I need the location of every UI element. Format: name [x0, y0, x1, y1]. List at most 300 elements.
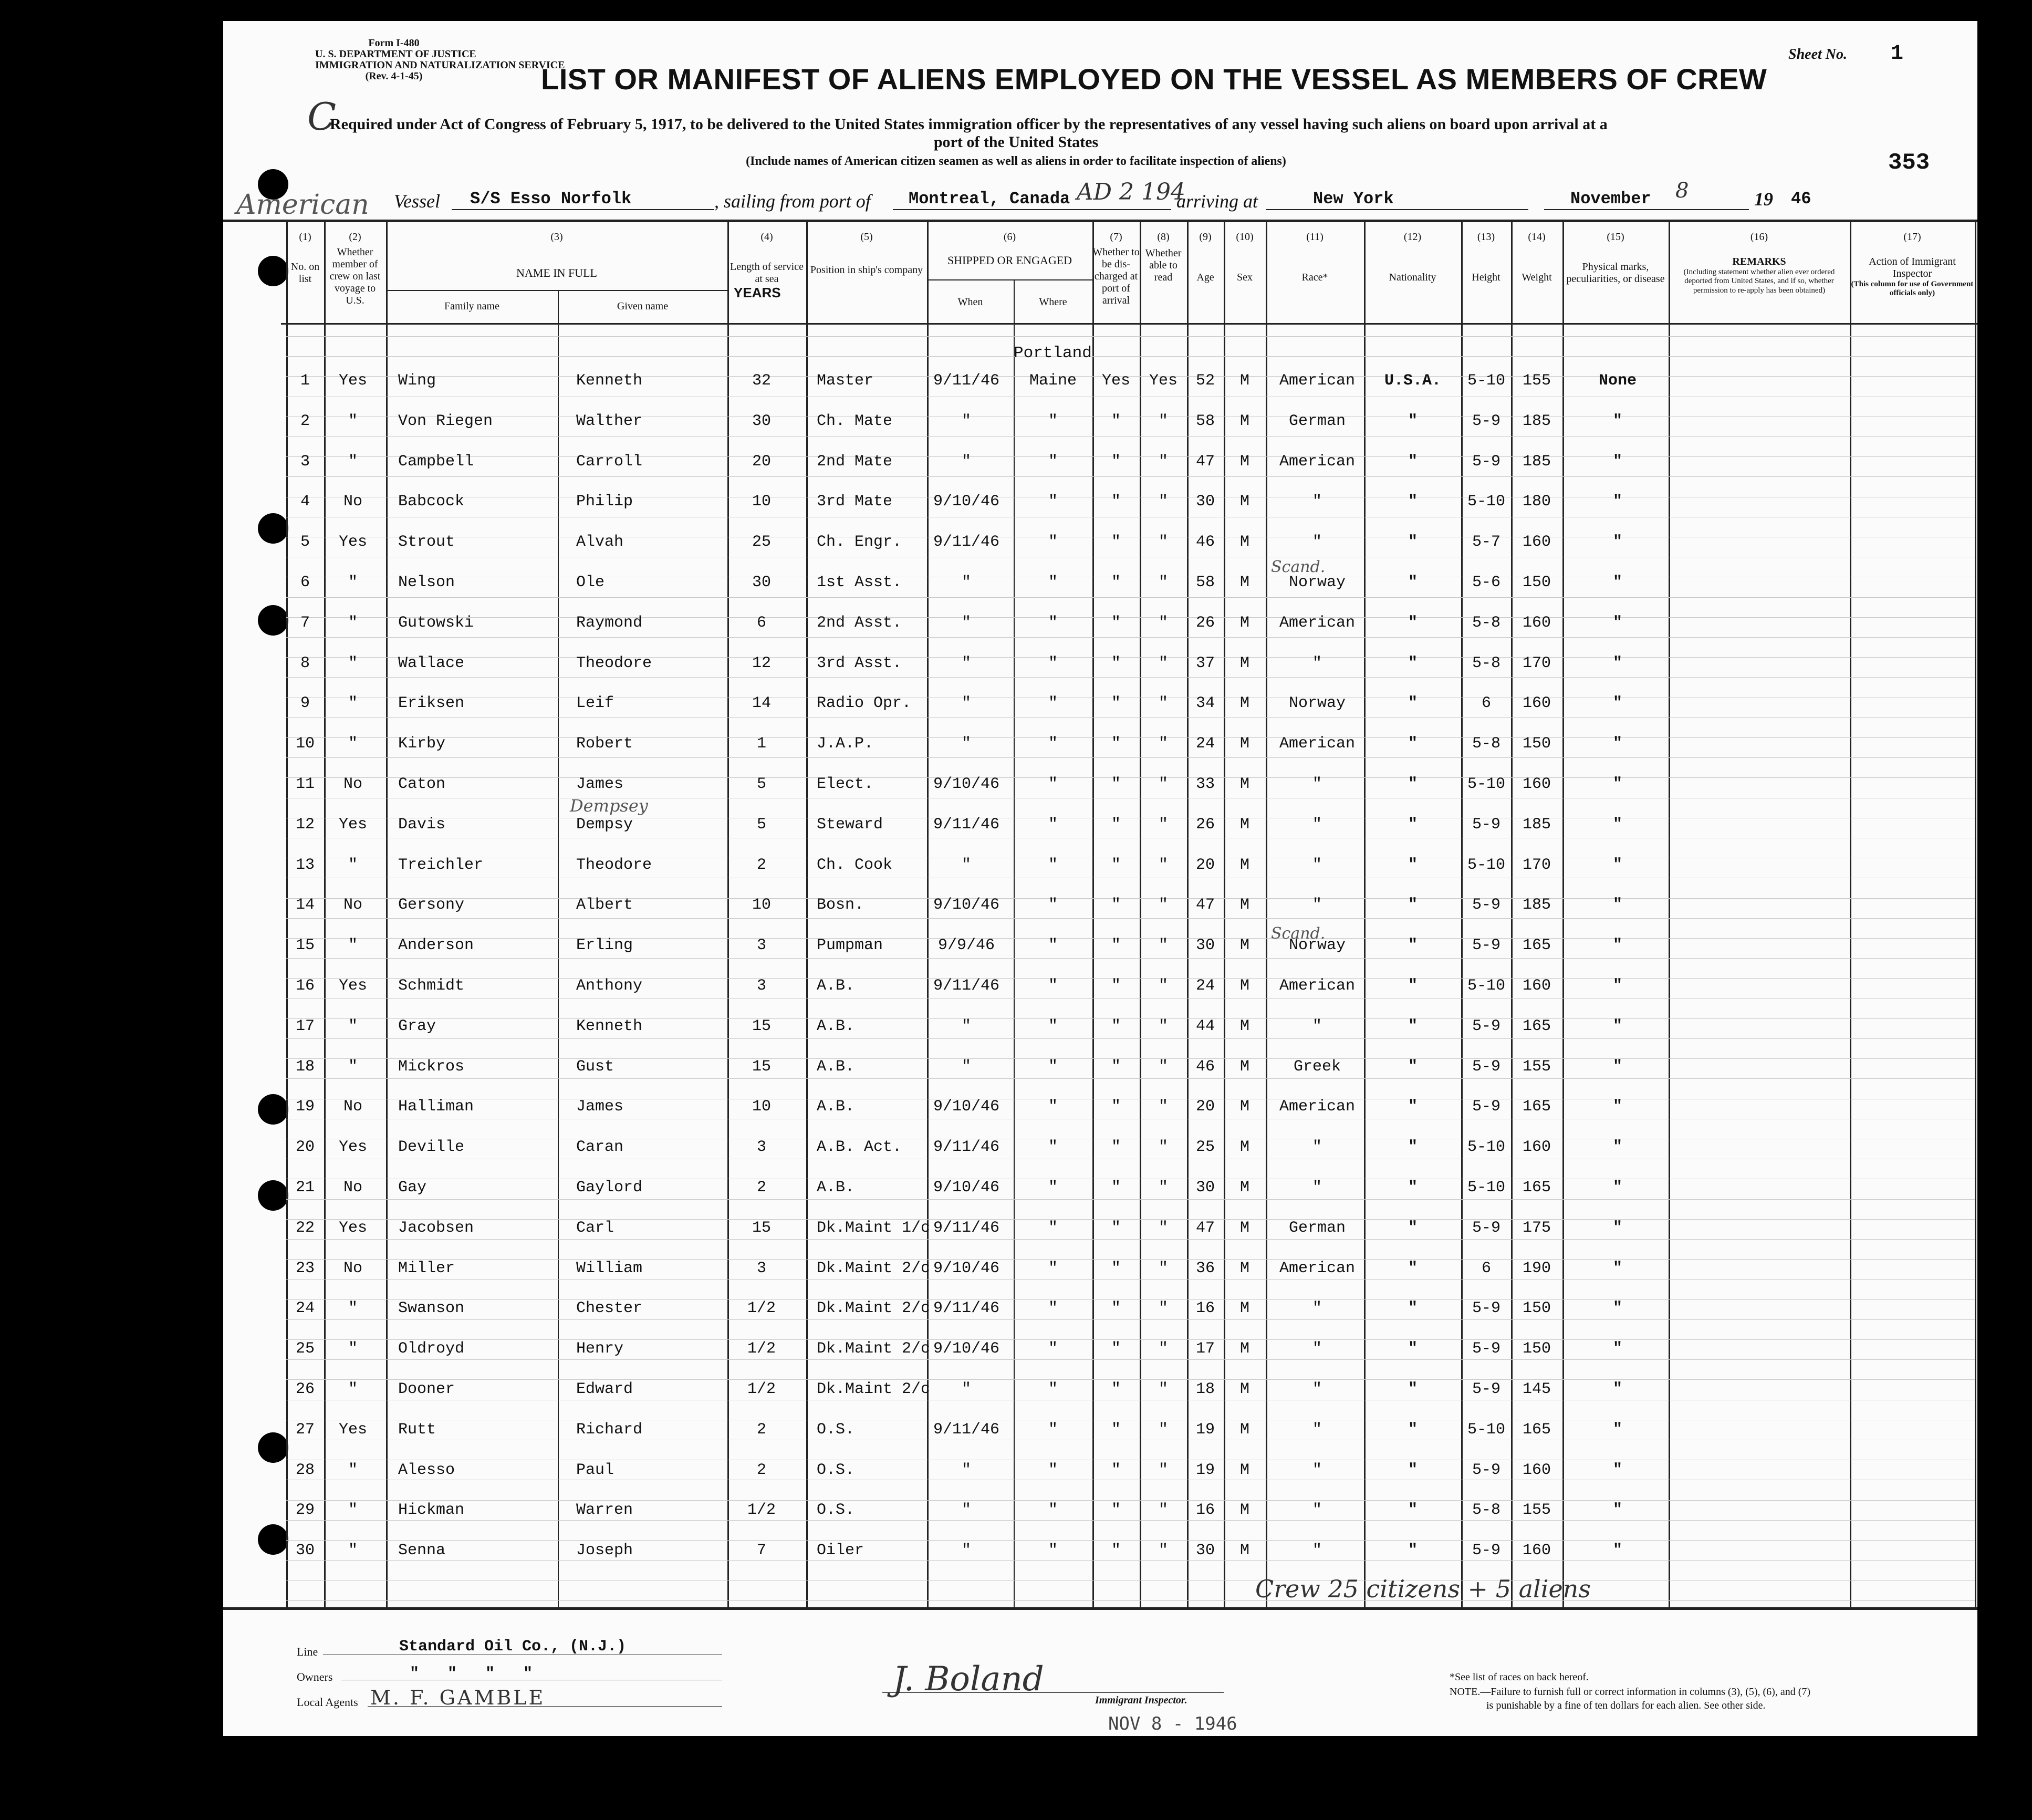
vessel-name: S/S Esso Norfolk [470, 189, 632, 209]
cell-where: " [1048, 1340, 1058, 1358]
cell-no: 12 [295, 816, 315, 834]
cell-height: 5-8 [1472, 1501, 1501, 1519]
cell-given: James [576, 1098, 624, 1116]
cell-weight: 165 [1522, 937, 1551, 954]
cell-given: Chester [576, 1299, 643, 1317]
date-stamp: NOV 8 - 1946 [1108, 1713, 1237, 1734]
cell-where: " [1048, 1098, 1058, 1116]
ruled-line [286, 1299, 1975, 1300]
cell-family: Babcock [398, 493, 465, 511]
ruled-line [286, 637, 1975, 638]
hand-note-port: AD 2 194 [1077, 179, 1186, 205]
cell-years: 10 [752, 1098, 772, 1116]
cell-position: Radio Opr. [817, 694, 912, 712]
cell-family: Campbell [398, 453, 474, 471]
cell-age: 46 [1195, 533, 1215, 551]
cell-when: 9/10/46 [933, 1179, 1000, 1197]
cell-last: " [348, 412, 358, 430]
subtitle-line3: (Include names of American citizen seamen as well as aliens in order to facilitate inspection of aliens) [746, 154, 1286, 168]
cell-sex: M [1239, 372, 1250, 390]
cell-given: Carl [576, 1219, 614, 1237]
cell-years: 10 [752, 493, 772, 511]
cell-no: 4 [300, 493, 310, 511]
cell-last: No [343, 493, 363, 511]
cell-where: " [1048, 816, 1058, 834]
col-divider [1364, 220, 1366, 1607]
cell-when: " [961, 1380, 972, 1398]
cell-read: " [1158, 1260, 1169, 1277]
given-name-header: Given name [617, 300, 669, 312]
scand-annotation: Scand. [1271, 558, 1326, 576]
years-unit: YEARS [734, 285, 781, 300]
cell-height: 6 [1481, 694, 1492, 712]
arrival-day: 8 [1675, 179, 1689, 203]
col-divider [1850, 220, 1851, 1607]
cell-marks: " [1612, 735, 1623, 753]
cell-sex: M [1239, 1179, 1250, 1197]
cell-height: 5-9 [1472, 1542, 1501, 1559]
cell-family: Von Riegen [398, 412, 493, 430]
cell-sex: M [1239, 453, 1250, 471]
department-label: U. S. DEPARTMENT OF JUSTICE [315, 48, 476, 60]
cell-family: Jacobsen [398, 1219, 474, 1237]
cell-no: 16 [295, 977, 315, 995]
cell-age: 26 [1195, 816, 1215, 834]
cell-last: No [343, 1179, 363, 1197]
owners-value: " " " " [410, 1665, 533, 1683]
cell-position: Ch. Engr. [817, 533, 902, 551]
ruled-line [286, 737, 1975, 738]
cell-marks: " [1612, 614, 1623, 632]
cell-height: 5-6 [1472, 574, 1501, 591]
sheet-number: 1 [1891, 42, 1904, 66]
cell-last: " [348, 453, 358, 471]
cell-family: Eriksen [398, 694, 465, 712]
cell-position: O.S. [817, 1461, 855, 1479]
cell-age: 47 [1195, 453, 1215, 471]
header-bottom-border [281, 323, 1977, 325]
cell-when: " [961, 694, 972, 712]
cell-years: 30 [752, 412, 772, 430]
cell-race: " [1312, 1542, 1322, 1559]
col-divider [1092, 220, 1094, 1607]
cell-weight: 160 [1522, 775, 1551, 793]
inspector-signature: J. Boland [893, 1660, 1044, 1699]
cell-marks: " [1612, 1299, 1623, 1317]
punch-hole [258, 256, 288, 286]
cell-years: 7 [756, 1542, 767, 1559]
cell-disch: " [1111, 1219, 1121, 1237]
cell-age: 30 [1195, 1542, 1215, 1559]
cell-race: " [1312, 493, 1322, 511]
cell-disch: " [1111, 493, 1121, 511]
cell-sex: M [1239, 1260, 1250, 1277]
cell-sex: M [1239, 1219, 1250, 1237]
cell-race: " [1312, 775, 1322, 793]
cell-when: " [961, 654, 972, 672]
cell-weight: 160 [1522, 1542, 1551, 1559]
cell-sex: M [1239, 1058, 1250, 1076]
cell-race: Norway [1288, 694, 1346, 712]
cell-where: " [1048, 533, 1058, 551]
sailing-label: , sailing from port of [714, 191, 871, 212]
cell-nat: " [1408, 654, 1418, 672]
name-subheader-rule [386, 290, 727, 291]
col-label: Whether able to read [1145, 247, 1182, 283]
ruled-line [286, 777, 1975, 778]
cell-years: 10 [752, 896, 772, 914]
cell-when: " [961, 735, 972, 753]
cell-age: 46 [1195, 1058, 1215, 1076]
cell-position: Dk.Maint 2/c [817, 1380, 931, 1398]
ruled-line [286, 597, 1975, 598]
cell-height: 5-10 [1467, 372, 1506, 390]
where-portland: Portland [1014, 344, 1092, 362]
cell-race: " [1312, 1340, 1322, 1358]
cell-given: Walther [576, 412, 643, 430]
cell-given: Ole [576, 574, 605, 591]
cell-last: Yes [338, 1219, 368, 1237]
cell-disch: " [1111, 574, 1121, 591]
cell-sex: M [1239, 775, 1250, 793]
cell-family: Anderson [398, 937, 474, 954]
cell-family: Wallace [398, 654, 465, 672]
cell-family: Alesso [398, 1461, 455, 1479]
cell-sex: M [1239, 1138, 1250, 1156]
cell-years: 32 [752, 372, 772, 390]
cell-nat: U.S.A. [1384, 372, 1442, 390]
cell-when: 9/10/46 [933, 1260, 1000, 1277]
line-value: Standard Oil Co., (N.J.) [399, 1638, 627, 1656]
cell-height: 5-8 [1472, 614, 1501, 632]
col-number: (7) [1110, 231, 1122, 243]
punch-hole [258, 1094, 288, 1125]
cell-weight: 150 [1522, 574, 1551, 591]
cell-marks: " [1612, 1501, 1623, 1519]
cell-age: 26 [1195, 614, 1215, 632]
cell-no: 21 [295, 1179, 315, 1197]
cell-given: Leif [576, 694, 614, 712]
cell-no: 14 [295, 896, 315, 914]
cell-disch: " [1111, 1421, 1121, 1439]
cell-age: 16 [1195, 1501, 1215, 1519]
cell-nat: " [1408, 1501, 1418, 1519]
col-sublabel: (Including statement whether alien ever ordered deported from United States, and if so, whether permission to re-apply has been obtained) [1683, 268, 1835, 295]
cell-sex: M [1239, 1501, 1250, 1519]
cell-marks: " [1612, 1380, 1623, 1398]
cell-height: 5-10 [1467, 856, 1506, 874]
ruled-line [286, 938, 1975, 939]
cell-read: Yes [1149, 372, 1178, 390]
cell-where: " [1048, 977, 1058, 995]
cell-years: 2 [756, 1421, 767, 1439]
col14-header [1511, 231, 1562, 284]
crew-summary-note: Crew 25 citizens + 5 aliens [1255, 1575, 1591, 1603]
cell-where: " [1048, 614, 1058, 632]
col13-header [1461, 231, 1511, 284]
cell-where: " [1048, 937, 1058, 954]
cell-marks: " [1612, 574, 1623, 591]
cell-height: 5-9 [1472, 1219, 1501, 1237]
ruled-line [286, 978, 1975, 979]
cell-weight: 185 [1522, 896, 1551, 914]
cell-last: " [348, 1340, 358, 1358]
ruled-line [286, 1038, 1975, 1039]
ruled-line [286, 1359, 1975, 1360]
cell-height: 5-10 [1467, 1138, 1506, 1156]
ruled-line [286, 1540, 1975, 1541]
arrival-month: November [1570, 189, 1651, 209]
cell-nat: " [1408, 1380, 1418, 1398]
cell-nat: " [1408, 816, 1418, 834]
cell-disch: " [1111, 1501, 1121, 1519]
cell-family: Gutowski [398, 614, 474, 632]
cell-position: 3rd Asst. [817, 654, 902, 672]
cell-weight: 155 [1522, 1058, 1551, 1076]
cell-last: " [348, 1299, 358, 1317]
cell-last: " [348, 1380, 358, 1398]
cell-sex: M [1239, 856, 1250, 874]
cell-race: American [1279, 614, 1356, 632]
cell-marks: " [1612, 1017, 1623, 1035]
cell-years: 1/2 [747, 1299, 776, 1317]
cell-read: " [1158, 896, 1169, 914]
cell-when: 9/10/46 [933, 1340, 1000, 1358]
cell-sex: M [1239, 1461, 1250, 1479]
col16-header [1669, 231, 1850, 295]
cell-age: 47 [1195, 896, 1215, 914]
col-label: Race* [1301, 272, 1328, 283]
cell-race: " [1312, 896, 1322, 914]
cell-given: Theodore [576, 856, 652, 874]
cell-last: Yes [338, 372, 368, 390]
cell-last: Yes [338, 977, 368, 995]
vessel-underline [452, 209, 714, 210]
cell-family: Oldroyd [398, 1340, 465, 1358]
cell-age: 30 [1195, 1179, 1215, 1197]
cell-race: " [1312, 1380, 1322, 1398]
cell-when: " [961, 1501, 972, 1519]
cell-height: 5-7 [1472, 533, 1501, 551]
col-label: Position in ship's company [810, 264, 923, 276]
ruled-line [286, 476, 1975, 477]
col3-header [386, 231, 727, 279]
cell-position: A.B. [817, 977, 855, 995]
arriving-label: arriving at [1176, 191, 1258, 212]
ruled-line [286, 717, 1975, 718]
cell-nat: " [1408, 574, 1418, 591]
cell-age: 19 [1195, 1461, 1215, 1479]
port-from: Montreal, Canada [909, 189, 1070, 209]
col-label: Height [1472, 272, 1500, 283]
col-divider [1461, 220, 1463, 1607]
cell-disch: " [1111, 1260, 1121, 1277]
cell-no: 24 [295, 1299, 315, 1317]
cell-weight: 160 [1522, 1461, 1551, 1479]
scand-annotation: Scand. [1271, 924, 1326, 943]
cell-read: " [1158, 654, 1169, 672]
cell-race: American [1279, 453, 1356, 471]
cell-marks: None [1598, 372, 1637, 390]
cell-sex: M [1239, 735, 1250, 753]
page-title: LIST OR MANIFEST OF ALIENS EMPLOYED ON THE VESSEL AS MEMBERS OF CREW [541, 63, 1767, 96]
cell-weight: 150 [1522, 1299, 1551, 1317]
cell-weight: 160 [1522, 694, 1551, 712]
cell-when: 9/11/46 [933, 816, 1000, 834]
cell-years: 1/2 [747, 1340, 776, 1358]
cell-when: 9/11/46 [933, 1219, 1000, 1237]
cell-given: Erling [576, 937, 633, 954]
cell-position: Master [817, 372, 874, 390]
cell-marks: " [1612, 1098, 1623, 1116]
cell-weight: 160 [1522, 1138, 1551, 1156]
cell-no: 30 [295, 1542, 315, 1559]
cell-disch: " [1111, 1098, 1121, 1116]
shipped-subheader-rule [927, 279, 1092, 280]
ruled-line [286, 757, 1975, 758]
corner-mark: C [307, 95, 337, 139]
cell-marks: " [1612, 937, 1623, 954]
cell-disch: " [1111, 937, 1121, 954]
cell-no: 2 [300, 412, 310, 430]
cell-when: 9/11/46 [933, 372, 1000, 390]
col-label: REMARKS [1732, 256, 1786, 267]
table-top-border [223, 220, 1977, 222]
year-suffix: 46 [1791, 189, 1811, 209]
cell-position: 1st Asst. [817, 574, 902, 591]
cell-height: 5-9 [1472, 1058, 1501, 1076]
cell-when: 9/10/46 [933, 493, 1000, 511]
cell-nat: " [1408, 694, 1418, 712]
cell-marks: " [1612, 1260, 1623, 1277]
when-header: When [957, 296, 983, 308]
cell-read: " [1158, 574, 1169, 591]
cell-no: 3 [300, 453, 310, 471]
cell-given: Carroll [576, 453, 643, 471]
cell-read: " [1158, 533, 1169, 551]
cell-height: 5-9 [1472, 816, 1501, 834]
col4-header [727, 231, 806, 301]
cell-disch: " [1111, 816, 1121, 834]
cell-family: Gray [398, 1017, 436, 1035]
cell-where: " [1048, 1219, 1058, 1237]
cell-race: " [1312, 1461, 1322, 1479]
cell-when: 9/10/46 [933, 775, 1000, 793]
cell-last: Yes [338, 1421, 368, 1439]
col6-header [927, 231, 1092, 267]
col-divider [1562, 220, 1564, 1607]
col-label: Nationality [1389, 272, 1436, 283]
col8-header [1140, 231, 1187, 284]
cell-height: 5-9 [1472, 937, 1501, 954]
col-divider [286, 220, 288, 1607]
cell-weight: 155 [1522, 372, 1551, 390]
cell-years: 3 [756, 1260, 767, 1277]
cell-when: " [961, 453, 972, 471]
cell-family: Hickman [398, 1501, 465, 1519]
cell-race: " [1312, 1421, 1322, 1439]
hand-note-american: American [236, 189, 369, 221]
cell-when: 9/11/46 [933, 1138, 1000, 1156]
cell-marks: " [1612, 412, 1623, 430]
cell-nat: " [1408, 1542, 1418, 1559]
cell-where: " [1048, 453, 1058, 471]
cell-where: " [1048, 1461, 1058, 1479]
col-number: (15) [1607, 231, 1624, 243]
cell-height: 5-9 [1472, 1461, 1501, 1479]
cell-age: 17 [1195, 1340, 1215, 1358]
cell-read: " [1158, 1299, 1169, 1317]
cell-read: " [1158, 453, 1169, 471]
cell-read: " [1158, 493, 1169, 511]
cell-given: William [576, 1260, 643, 1277]
cell-where: " [1048, 1299, 1058, 1317]
col17-header [1850, 231, 1975, 298]
cell-given: Theodore [576, 654, 652, 672]
cell-last: No [343, 1260, 363, 1277]
revision-label: (Rev. 4-1-45) [365, 70, 423, 82]
cell-family: Wing [398, 372, 436, 390]
cell-height: 5-9 [1472, 1299, 1501, 1317]
col-divider [324, 220, 326, 1607]
col15-header [1562, 231, 1669, 285]
col-label: Weight [1522, 272, 1552, 283]
cell-race: American [1279, 977, 1356, 995]
cell-disch: " [1111, 1461, 1121, 1479]
cell-years: 2 [756, 1461, 767, 1479]
cell-family: Halliman [398, 1098, 474, 1116]
cell-nat: " [1408, 896, 1418, 914]
cell-family: Dooner [398, 1380, 455, 1398]
cell-when: " [961, 614, 972, 632]
ruled-line [286, 1600, 1975, 1601]
cell-disch: " [1111, 694, 1121, 712]
cell-when: 9/11/46 [933, 533, 1000, 551]
col-label: Age [1196, 272, 1214, 283]
cell-family: Deville [398, 1138, 465, 1156]
cell-marks: " [1612, 896, 1623, 914]
ruled-line [286, 1319, 1975, 1320]
cell-marks: " [1612, 775, 1623, 793]
cell-last: " [348, 614, 358, 632]
col-number: (10) [1236, 231, 1254, 243]
cell-given: Joseph [576, 1542, 633, 1559]
table-bottom-border [223, 1607, 1977, 1610]
cell-years: 1 [756, 735, 767, 753]
cell-race: " [1312, 654, 1322, 672]
cell-marks: " [1612, 1138, 1623, 1156]
cell-no: 25 [295, 1340, 315, 1358]
col-label: Sex [1237, 272, 1253, 283]
cell-no: 15 [295, 937, 315, 954]
cell-age: 36 [1195, 1260, 1215, 1277]
cell-age: 58 [1195, 412, 1215, 430]
col-number: (9) [1199, 231, 1212, 243]
cell-no: 8 [300, 654, 310, 672]
cell-weight: 160 [1522, 533, 1551, 551]
cell-position: A.B. [817, 1058, 855, 1076]
cell-weight: 160 [1522, 614, 1551, 632]
cell-height: 5-9 [1472, 1017, 1501, 1035]
cell-last: Yes [338, 816, 368, 834]
races-note: *See list of races on back hereof. [1450, 1671, 1589, 1683]
cell-read: " [1158, 937, 1169, 954]
cell-position: Steward [817, 816, 883, 834]
cell-given: Kenneth [576, 1017, 643, 1035]
cell-height: 5-10 [1467, 775, 1506, 793]
cell-marks: " [1612, 816, 1623, 834]
ruled-line [286, 1219, 1975, 1220]
